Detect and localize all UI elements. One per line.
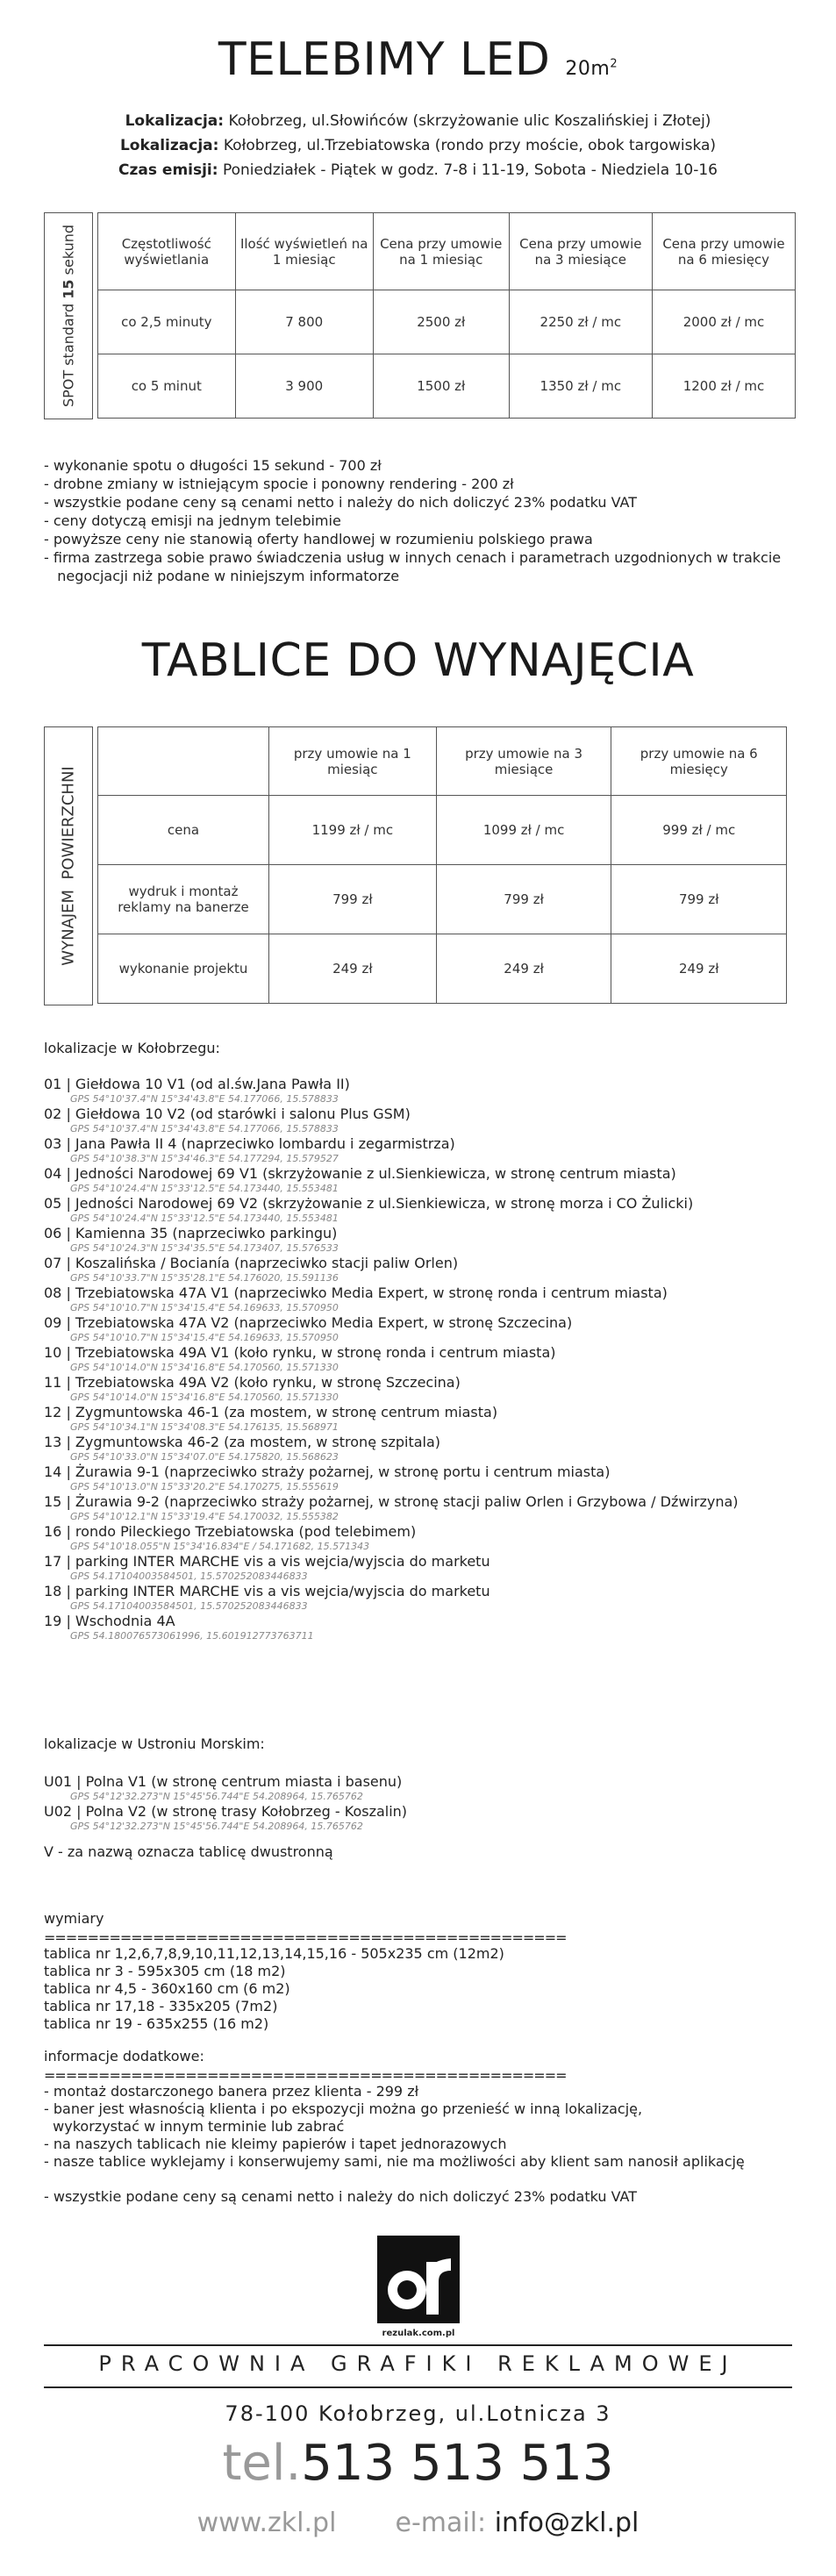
contact-line	[0, 2508, 836, 2538]
telebimy-title: TELEBIMY LED $20m^2$	[218, 33, 618, 86]
info-line: - wszystkie podane ceny są cenami netto i należy do nich doliczyć 23% podatku VAT	[44, 2188, 638, 2205]
table-cell: co 5 minut	[98, 354, 236, 419]
table-header: przy umowie na 1 miesiąc	[269, 727, 437, 796]
gps-coordinates: GPS 54°10'38.3"N 15°34'46.3"E 54.177294, 15.579527	[70, 1153, 339, 1164]
gps-coordinates: GPS 54.180076573061996, 15.601912773763711	[70, 1630, 314, 1642]
company-logo	[377, 2236, 460, 2339]
list-item: 18 | parking INTER MARCHE vis a vis wejcia/wyjscia do marketu	[44, 1583, 490, 1599]
section-heading: wymiary	[44, 1910, 104, 1927]
section-heading: lokalizacje w Kołobrzegu:	[44, 1040, 220, 1056]
emission-time-line: Czas emisji: Poniedziałek - Piątek w godz. 7-8 i 11-19, Sobota - Niedziela 10-16	[118, 161, 718, 179]
spot-side-label: SPOT standard 15 sekund	[44, 212, 93, 419]
separator-line: ================================================	[44, 1929, 567, 1945]
table-header-row	[98, 213, 796, 290]
table-cell: 999 zł / mc	[611, 796, 787, 865]
table-cell: 249 zł	[611, 934, 787, 1004]
separator-line: ================================================	[44, 2067, 567, 2083]
table-header: przy umowie na 6 miesięcy	[611, 727, 787, 796]
list-item: 19 | Wschodnia 4A	[44, 1613, 175, 1629]
logo-caption: rezulak.com.pl	[382, 2329, 455, 2338]
table-cell: 799 zł	[436, 865, 611, 934]
table-header: Cena przy umowie na 3 miesiące	[509, 213, 652, 290]
info-line: - na naszych tablicach nie kleimy papierów i tapet jednorazowych	[44, 2136, 507, 2152]
location-line: Lokalizacja: Kołobrzeg, ul.Trzebiatowska (rondo przy moście, obok targowiska)	[119, 137, 717, 154]
phone-number: 513 513 513	[301, 2435, 614, 2492]
gps-coordinates: GPS 54°12'32.273"N 15°45'56.744"E 54.208964, 15.765762	[70, 1821, 363, 1832]
table-row	[98, 290, 796, 354]
rental-side-label: WYNAJEM POWIERZCHNI	[44, 726, 93, 1005]
gps-coordinates: GPS 54°10'12.1"N 15°33'19.4"E 54.170032, 15.555382	[70, 1511, 339, 1522]
info-line: - montaż dostarczonego banera przez klienta - 299 zł	[44, 2083, 419, 2100]
gps-coordinates: GPS 54°10'14.0"N 15°34'16.8"E 54.170560, 15.571330	[70, 1362, 339, 1373]
gps-coordinates: GPS 54°10'18.055"N 15°34'16.834"E / 54.171682, 15.571343	[70, 1541, 370, 1552]
list-item: 15 | Żurawia 9-2 (naprzeciwko straży pożarnej, w stronę stacji paliw Orlen i Grzybowa / Dźwirzyna)	[44, 1493, 739, 1510]
table-header: Cena przy umowie na 6 miesięcy	[652, 213, 795, 290]
table-cell: 249 zł	[269, 934, 437, 1004]
table-row	[98, 354, 796, 419]
phone-label: tel.	[222, 2435, 302, 2492]
info-line: - nasze tablice wyklejamy i konserwujemy sami, nie ma możliwości aby klient sam nanosił aplikację	[44, 2153, 745, 2170]
gps-coordinates: GPS 54°10'37.4"N 15°34'43.8"E 54.177066, 15.578833	[70, 1123, 339, 1134]
info-line	[44, 2171, 745, 2188]
list-item: 05 | Jedności Narodowej 69 V2 (skrzyżowanie z ul.Sienkiewicza, w stronę morza i CO Żulicki)	[44, 1195, 694, 1212]
table-cell: 799 zł	[269, 865, 437, 934]
section-heading: informacje dodatkowe:	[44, 2048, 204, 2064]
gps-coordinates: GPS 54°10'34.1"N 15°34'08.3"E 54.176135, 15.568971	[70, 1421, 339, 1433]
table-cell: 1500 zł	[373, 354, 509, 419]
email-label: e-mail:	[395, 2508, 487, 2538]
table-header	[98, 727, 269, 796]
table-cell: 1099 zł / mc	[436, 796, 611, 865]
telebimy-notes	[44, 456, 781, 585]
info-line: wykorzystać w innym terminie lub zabrać	[44, 2118, 345, 2135]
list-item: 01 | Giełdowa 10 V1 (od al.św.Jana Pawła II)	[44, 1076, 350, 1092]
gps-coordinates: GPS 54°10'10.7"N 15°34'15.4"E 54.169633, 15.570950	[70, 1302, 339, 1313]
gps-coordinates: GPS 54°10'10.7"N 15°34'15.4"E 54.169633, 15.570950	[70, 1332, 339, 1343]
table-cell: 799 zł	[611, 865, 787, 934]
table-cell: 1200 zł / mc	[652, 354, 795, 419]
info-line: - baner jest własnością klienta i po ekspozycji można go przenieść w inną lokalizację,	[44, 2100, 643, 2117]
list-item: U02 | Polna V2 (w stronę trasy Kołobrzeg - Koszalin)	[44, 1803, 408, 1820]
note-line: - wszystkie podane ceny są cenami netto i należy do nich doliczyć 23% podatku VAT	[44, 494, 638, 511]
note-line: - wykonanie spotu o długości 15 sekund - 700 zł	[44, 457, 382, 474]
table-cell: 7 800	[235, 290, 373, 354]
dimension-line: tablica nr 1,2,6,7,8,9,10,11,12,13,14,15,16 - 505x235 cm (12m2)	[44, 1945, 504, 1962]
section-heading: lokalizacje w Ustroniu Morskim:	[44, 1735, 265, 1752]
list-item: 04 | Jedności Narodowej 69 V1 (skrzyżowanie z ul.Sienkiewicza, w stronę centrum miasta)	[44, 1165, 676, 1182]
table-cell: 249 zł	[436, 934, 611, 1004]
dimension-line: tablica nr 19 - 635x255 (16 m2)	[44, 2015, 269, 2032]
table-cell: 2250 zł / mc	[509, 290, 652, 354]
gps-coordinates: GPS 54°10'13.0"N 15°33'20.2"E 54.170275, 15.555619	[70, 1481, 339, 1492]
gps-coordinates: GPS 54°10'24.4"N 15°33'12.5"E 54.173440, 15.553481	[70, 1183, 339, 1194]
dimension-line: tablica nr 4,5 - 360x160 cm (6 m2)	[44, 1980, 290, 1997]
list-item: 14 | Żurawia 9-1 (naprzeciwko straży pożarnej, w stronę portu i centrum miasta)	[44, 1463, 611, 1480]
list-item: U01 | Polna V1 (w stronę centrum miasta i basenu)	[44, 1773, 403, 1790]
note-line: - firma zastrzega sobie prawo świadczenia usług w innych cenach i parametrach uzgodnionych w trakcie	[44, 549, 782, 566]
table-cell: 1199 zł / mc	[269, 796, 437, 865]
list-item: 11 | Trzebiatowska 49A V2 (koło rynku, w stronę Szczecina)	[44, 1374, 461, 1391]
note-line: negocjacji niż podane w niniejszym informatorze	[44, 568, 400, 584]
table-cell: 1350 zł / mc	[509, 354, 652, 419]
table-row	[98, 865, 787, 934]
table-cell: co 2,5 minuty	[98, 290, 236, 354]
dimension-line: tablica nr 17,18 - 335x205 (7m2)	[44, 1998, 278, 2014]
email-link[interactable]: info@zkl.pl	[494, 2508, 640, 2538]
table-cell: cena	[98, 796, 269, 865]
gps-coordinates: GPS 54°10'33.0"N 15°34'07.0"E 54.175820, 15.568623	[70, 1451, 339, 1463]
table-cell: 2000 zł / mc	[652, 290, 795, 354]
tablice-title: TABLICE DO WYNAJĘCIA	[141, 634, 695, 687]
note-line: - powyższe ceny nie stanowią oferty handlowej w rozumieniu polskiego prawa	[44, 531, 593, 547]
gps-coordinates: GPS 54°10'14.0"N 15°34'16.8"E 54.170560, 15.571330	[70, 1392, 339, 1403]
gps-coordinates: GPS 54.17104003584501, 15.570252083446833	[70, 1600, 308, 1612]
dimensions-section	[44, 1910, 570, 2033]
dimension-line: tablica nr 3 - 595x305 cm (18 m2)	[44, 1963, 286, 1979]
list-item: 13 | Zygmuntowska 46-2 (za mostem, w stronę szpitala)	[44, 1434, 441, 1450]
list-item: 06 | Kamienna 35 (naprzeciwko parkingu)	[44, 1225, 338, 1241]
list-item: 09 | Trzebiatowska 47A V2 (naprzeciwko Media Expert, w stronę Szczecina)	[44, 1314, 573, 1331]
table-cell: wykonanie projektu	[98, 934, 269, 1004]
list-item: 10 | Trzebiatowska 49A V1 (koło rynku, w stronę ronda i centrum miasta)	[44, 1344, 556, 1361]
gps-coordinates: GPS 54.17104003584501, 15.570252083446833	[70, 1571, 308, 1582]
location-line: Lokalizacja: Kołobrzeg, ul.Słowińców (skrzyżowanie ulic Koszalińskiej i Złotej)	[125, 112, 711, 130]
additional-info-section	[44, 2048, 745, 2206]
list-item: 08 | Trzebiatowska 47A V1 (naprzeciwko Media Expert, w stronę ronda i centrum miasta)	[44, 1284, 668, 1301]
table-header-row	[98, 727, 787, 796]
table-row	[98, 934, 787, 1004]
divider	[44, 2386, 792, 2388]
table-row	[98, 796, 787, 865]
logo-mark-icon	[377, 2236, 460, 2323]
divider	[44, 2344, 792, 2346]
gps-coordinates: GPS 54°10'24.4"N 15°33'12.5"E 54.173440, 15.553481	[70, 1213, 339, 1224]
gps-coordinates: GPS 54°10'37.4"N 15°34'43.8"E 54.177066, 15.578833	[70, 1093, 339, 1105]
note-line: - drobne zmiany w istniejącym spocie i ponowny rendering - 200 zł	[44, 476, 514, 492]
company-address: 78-100 Kołobrzeg, ul.Lotnicza 3	[225, 2401, 611, 2426]
table-cell: 2500 zł	[373, 290, 509, 354]
list-item: 12 | Zygmuntowska 46-1 (za mostem, w stronę centrum miasta)	[44, 1404, 498, 1420]
table-header: Częstotliwość wyświetlania	[98, 213, 236, 290]
table-cell: 3 900	[235, 354, 373, 419]
double-sided-note: V - za nazwą oznacza tablicę dwustronną	[44, 1843, 333, 1860]
telebimy-price-table	[97, 212, 796, 419]
phone-line	[0, 2435, 836, 2492]
list-item: 17 | parking INTER MARCHE vis a vis wejcia/wyjscia do marketu	[44, 1553, 490, 1570]
website-link[interactable]: www.zkl.pl	[196, 2508, 337, 2538]
table-header: przy umowie na 3 miesiące	[436, 727, 611, 796]
table-cell: wydruk i montaż reklamy na banerze	[98, 865, 269, 934]
gps-coordinates: GPS 54°12'32.273"N 15°45'56.744"E 54.208964, 15.765762	[70, 1791, 363, 1802]
list-item: 02 | Giełdowa 10 V2 (od starówki i salonu Plus GSM)	[44, 1106, 411, 1122]
list-item: 16 | rondo Pileckiego Trzebiatowska (pod telebimem)	[44, 1523, 417, 1540]
company-name: PRACOWNIA GRAFIKI REKLAMOWEJ	[98, 2351, 738, 2376]
list-item: 07 | Koszalińska / Bocianía (naprzeciwko stacji paliw Orlen)	[44, 1255, 459, 1271]
gps-coordinates: GPS 54°10'24.3"N 15°34'35.5"E 54.173407, 15.576533	[70, 1242, 339, 1254]
note-line: - ceny dotyczą emisji na jednym telebimie	[44, 512, 341, 529]
list-item: 03 | Jana Pawła II 4 (naprzeciwko lombardu i zegarmistrza)	[44, 1135, 455, 1152]
gps-coordinates: GPS 54°10'33.7"N 15°35'28.1"E 54.176020, 15.591136	[70, 1272, 339, 1284]
kolobrzeg-locations	[44, 1040, 739, 1642]
table-header: Ilość wyświetleń na 1 miesiąc	[235, 213, 373, 290]
telebimy-locations	[0, 109, 836, 182]
table-header: Cena przy umowie na 1 miesiąc	[373, 213, 509, 290]
tablice-price-table	[97, 726, 787, 1004]
ustronie-locations	[44, 1735, 407, 1860]
